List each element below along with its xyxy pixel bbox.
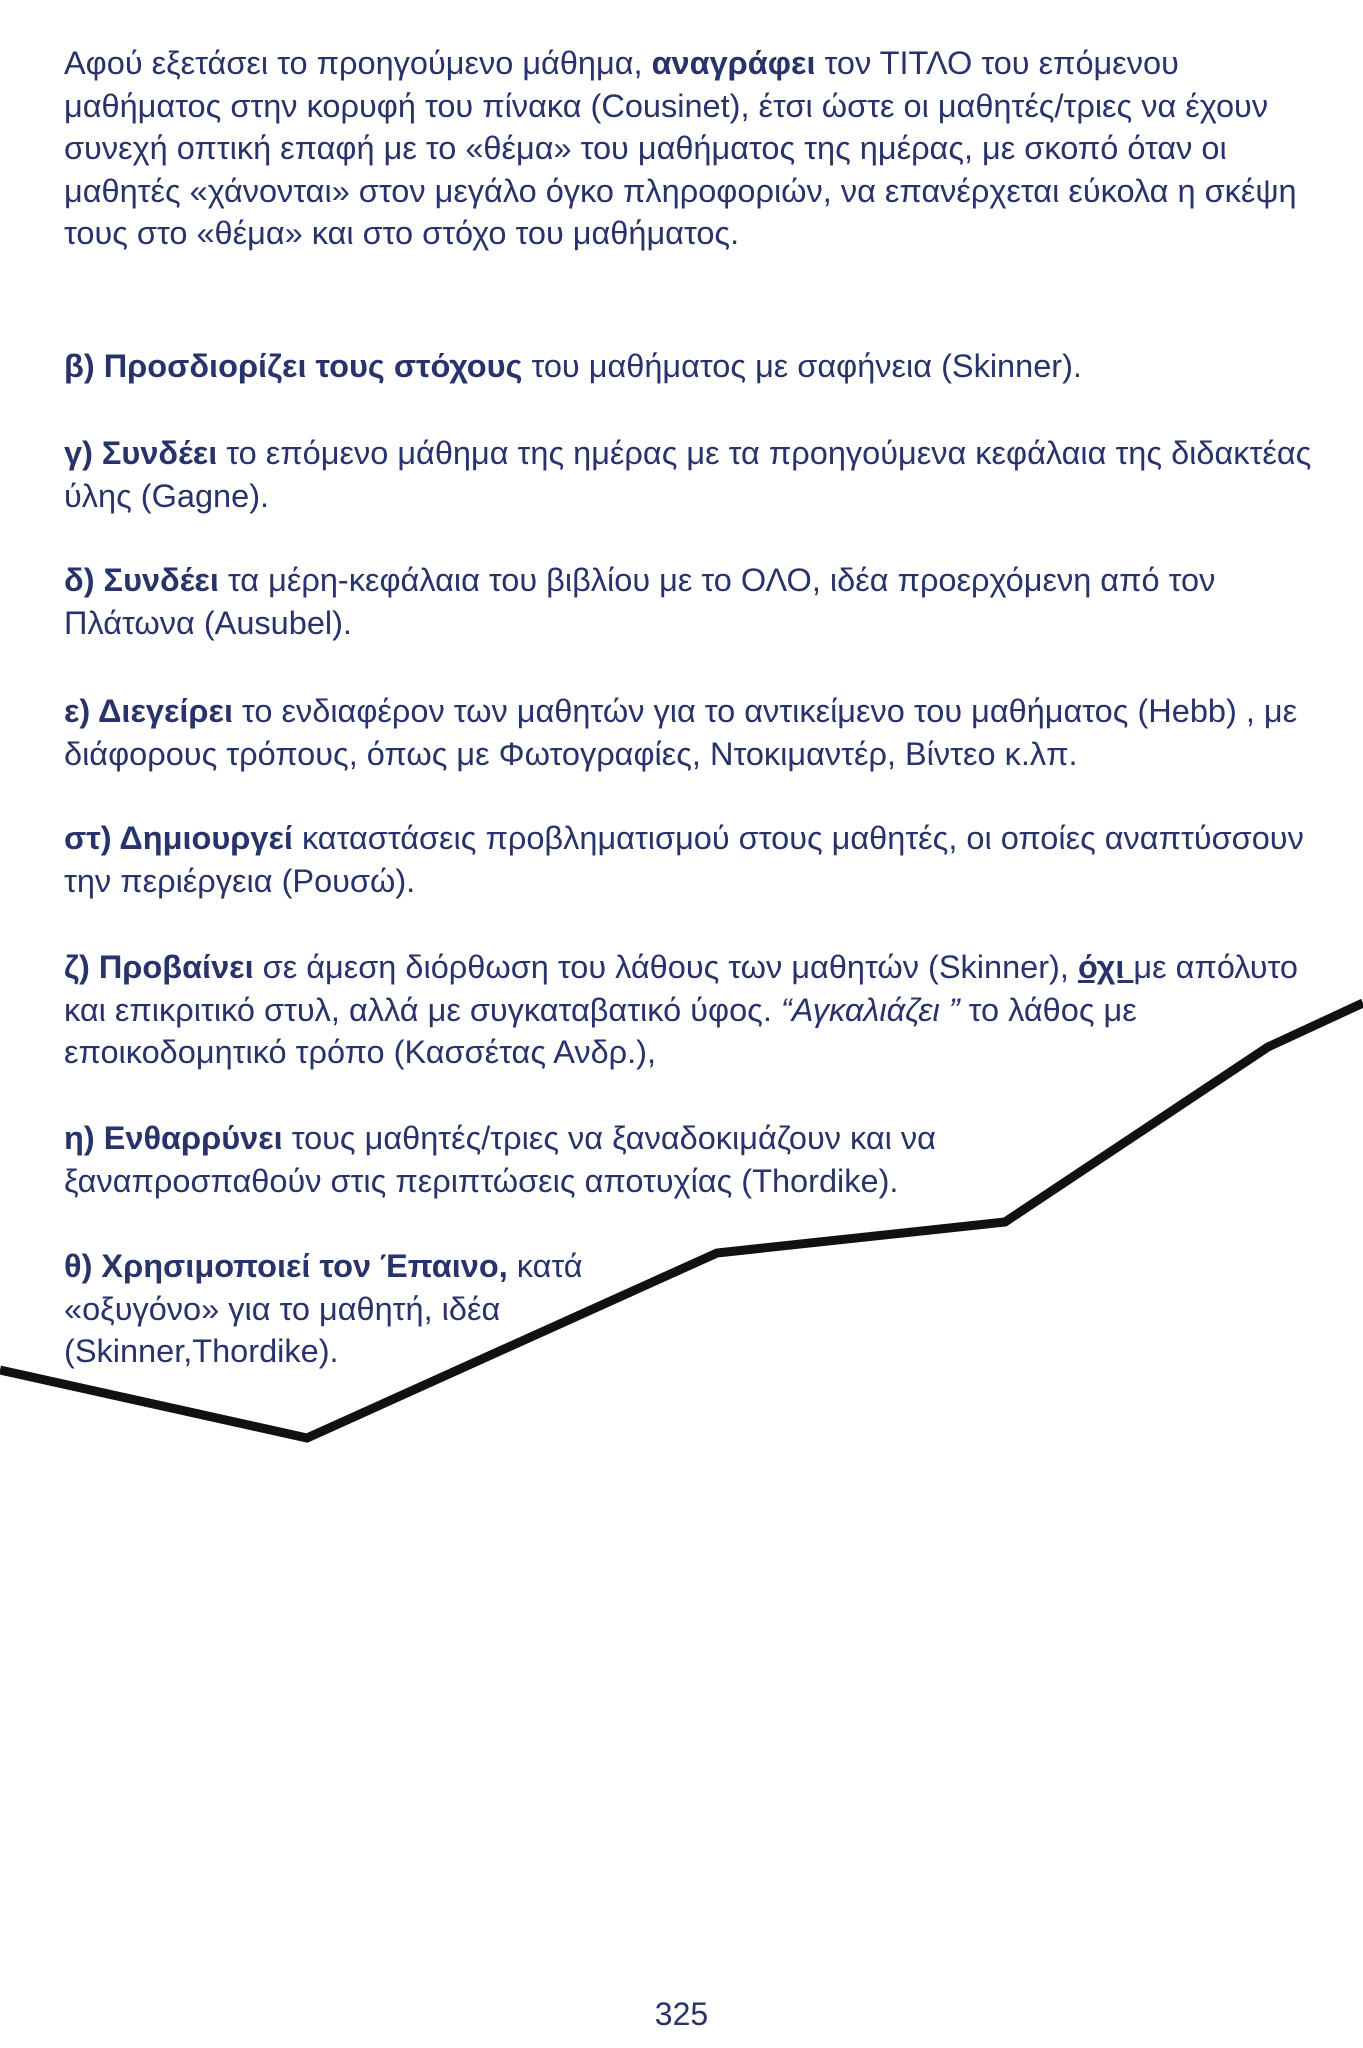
underlined-term: όχι	[1077, 949, 1134, 985]
bold-term: ε) Διεγείρει	[64, 693, 233, 729]
bold-term: στ) Δημιουργεί	[64, 820, 293, 856]
bold-term: ζ) Προβαίνει	[64, 949, 254, 985]
page-number: 325	[654, 1996, 709, 2032]
torn-white-area	[0, 1003, 1363, 2048]
paragraph-zeta: ζ) Προβαίνει σε άμεση διόρθωση του λάθους των μαθητών (Skinner), όχι με απόλυτο και επικριτικό στυλ, αλλά με συγκαταβατικό ύφος. “Αγκαλιάζει ” το λάθος με εποικοδομητικό τρόπο (Κασσέτας Ανδρ.),	[64, 949, 1299, 1070]
italic-quote: “Αγκαλιάζει ”	[780, 991, 960, 1028]
paragraph-gamma: γ) Συνδέει το επόμενο μάθημα της ημέρας με τα προηγούμενα κεφάλαια της διδακτέας ύλης (Gagne).	[64, 435, 1312, 514]
paragraph-delta: δ) Συνδέει τα μέρη-κεφάλαια του βιβλίου με το ΟΛΟ, ιδέα προερχόμενη από τον Πλάτωνα (Ausubel).	[64, 562, 1216, 641]
bold-term: δ) Συνδέει	[64, 562, 219, 598]
paragraph-st: στ) Δημιουργεί καταστάσεις προβληματισμού στους μαθητές, οι οποίες αναπτύσσουν την περιέργεια (Ρουσώ).	[64, 820, 1304, 899]
paragraph-beta: β) Προσδιορίζει τους στόχους του μαθήματος με σαφήνεια (Skinner).	[64, 348, 1082, 384]
paragraph-title-writing: Αφού εξετάσει το προηγούμενο μάθημα, αναγράφει τον ΤΙΤΛΟ του επόμενου μαθήματος στην κορυφή του πίνακα (Cousinet), έτσι ώστε οι μαθητές/τριες να έχουν συνεχή οπτική επαφή με το «θέμα» του μαθήματος της ημέρας, με σκοπό όταν οι μαθητές «χάνονται» στον μεγάλο όγκο πληροφοριών, να επανέρχεται εύκολα η σκέψη τους στο «θέμα» και στο στόχο του μαθήματος.	[64, 45, 1297, 251]
bold-term: β) Προσδιορίζει τους στόχους	[64, 348, 523, 384]
bold-term: γ) Συνδέει	[64, 435, 218, 471]
paragraph-eta: η) Ενθαρρύνει τους μαθητές/τριες να ξαναδοκιμάζουν και να ξαναπροσπαθούν στις περιπτώσεις αποτυχίας (Thordike).	[64, 1120, 936, 1199]
bold-term: η) Ενθαρρύνει	[64, 1120, 283, 1156]
bold-term: αναγράφει	[651, 45, 816, 81]
paragraph-epsilon: ε) Διεγείρει το ενδιαφέρον των μαθητών για το αντικείμενο του μαθήματος (Hebb) , με διάφορους τρόπους, όπως με Φωτογραφίες, Ντοκιμαντέρ, Βίντεο κ.λπ.	[64, 693, 1298, 772]
paragraph-theta: θ) Χρησιμοποιεί τον Έπαινο, κατά «οξυγόνο» για το μαθητή, ιδέα (Skinner,Thordike).	[64, 1248, 583, 1369]
bold-term: θ) Χρησιμοποιεί τον Έπαινο,	[64, 1248, 508, 1284]
